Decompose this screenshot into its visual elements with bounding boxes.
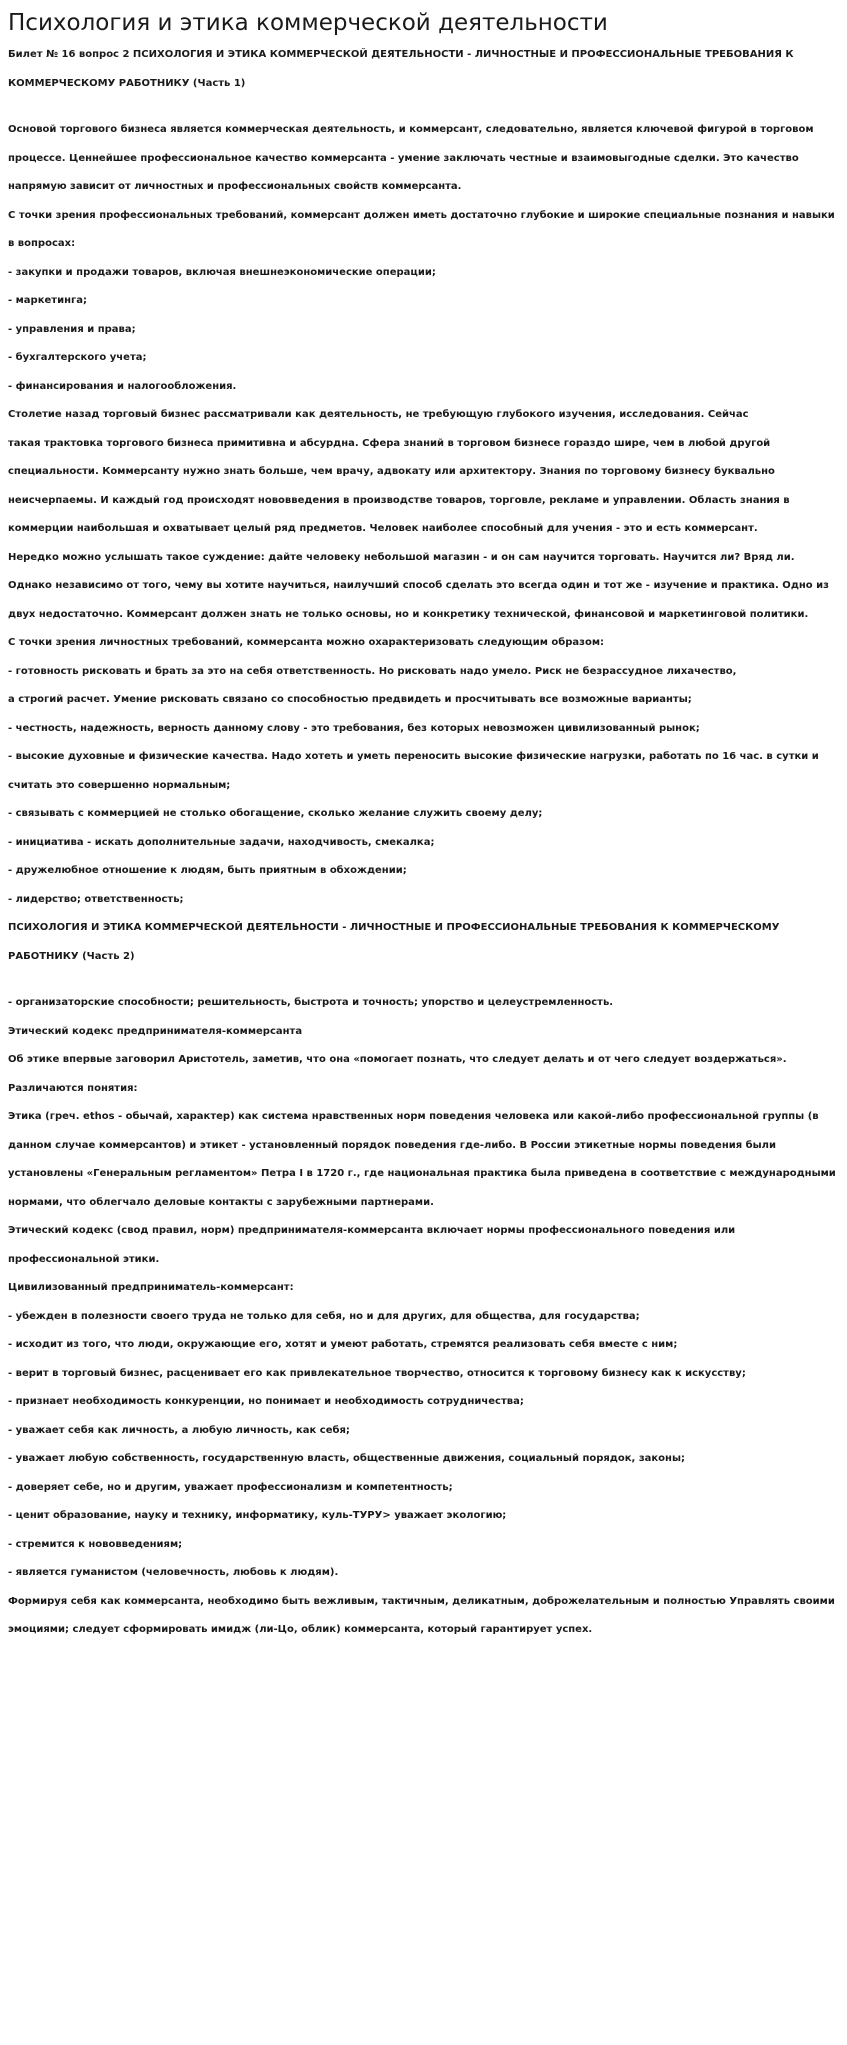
text-line: - убежден в полезности своего труда не только для себя, но и для других, для общества, для государства; <box>8 1310 640 1322</box>
text-line: коммерции наибольшая и охватывает целый ряд предметов. Человек наиболее способный для учения - это и есть коммерсант. <box>8 523 758 534</box>
paragraph <box>8 401 847 544</box>
text-line: - стремится к нововведениям; <box>8 1538 183 1550</box>
text-line: считать это совершенно нормальным; <box>8 779 231 791</box>
paragraph <box>8 373 847 402</box>
part2-section <box>8 989 847 1645</box>
text-line: РАБОТНИКУ (Часть 2) <box>8 950 135 962</box>
text-line: процессе. Ценнейшее профессиональное качество коммерсанта - умение заключать честные и взаимовыгодные сделки. Это качество <box>8 152 799 164</box>
page-title: Психология и этика коммерческой деятельности <box>8 10 608 36</box>
paragraph <box>8 1531 847 1560</box>
text-line: - честность, надежность, верность данному слову - это требования, без которых невозможен цивилизованный рынок; <box>8 722 700 734</box>
text-line: С точки зрения профессиональных требований, коммерсант должен иметь достаточно глубокие и широкие специальные познания и навыки <box>8 209 835 221</box>
paragraph <box>8 1417 847 1446</box>
text-line: Об этике впервые заговорил Аристотель, заметив, что она «помогает познать, что следует делать и от чего следует воздержаться». <box>8 1054 787 1065</box>
paragraph <box>8 1331 847 1360</box>
text-line: - инициатива - искать дополнительные задачи, находчивость, смекалка; <box>8 836 435 848</box>
paragraph <box>8 259 847 288</box>
text-line: - уважает любую собственность, государственную власть, общественные движения, социальный порядок, законы; <box>8 1453 685 1464</box>
paragraph <box>8 1588 847 1645</box>
part1-section <box>8 116 847 914</box>
text-line: - доверяет себе, но и другим, уважает профессионализм и компетентность; <box>8 1481 453 1493</box>
paragraph <box>8 1559 847 1588</box>
ticket-subtitle <box>8 41 847 98</box>
part2-heading <box>8 914 847 971</box>
text-line: Этический кодекс (свод правил, норм) предпринимателя-коммерсанта включает нормы профессионального поведения или <box>8 1225 736 1236</box>
text-line: - бухгалтерского учета; <box>8 352 147 363</box>
paragraph <box>8 1388 847 1417</box>
paragraph <box>8 743 847 800</box>
paragraph <box>8 1274 847 1303</box>
text-line: - связывать с коммерцией не столько обогащение, сколько желание служить своему делу; <box>8 808 543 819</box>
paragraph <box>8 1502 847 1531</box>
text-line: - управления и права; <box>8 323 136 335</box>
text-line: Формируя себя как коммерсанта, необходимо быть вежливым, тактичным, деликатным, доброжелательным и полностью Управлять своими <box>8 1595 835 1607</box>
paragraph <box>8 989 847 1018</box>
paragraph <box>8 715 847 744</box>
paragraph <box>8 829 847 858</box>
paragraph <box>8 116 847 202</box>
text-line: - уважает себя как личность, а любую личность, как себя; <box>8 1424 350 1436</box>
paragraph <box>8 800 847 829</box>
text-line: Цивилизованный предприниматель-коммерсант: <box>8 1282 294 1293</box>
paragraph <box>8 1474 847 1503</box>
paragraph <box>8 1018 847 1047</box>
text-line: Нередко можно услышать такое суждение: дайте человеку небольшой магазин - и он сам научится торговать. Научится ли? Вряд ли. <box>8 551 795 563</box>
text-line: данном случае коммерсантов) и этикет - установленный порядок поведения где-либо. В России этикетные нормы поведения были <box>8 1139 777 1151</box>
paragraph <box>8 1217 847 1274</box>
paragraph <box>8 202 847 259</box>
text-line: - маркетинга; <box>8 295 87 306</box>
text-line: - высокие духовные и физические качества. Надо хотеть и уметь переносить высокие физические нагрузки, работать по 16 час. в сутки и <box>8 751 819 762</box>
paragraph <box>8 287 847 316</box>
text-line: - ценит образование, науку и технику, информатику, куль-ТУРУ> уважает экологию; <box>8 1510 507 1521</box>
text-line: - организаторские способности; решительность, быстрота и точность; упорство и целеустремленность. <box>8 997 614 1008</box>
text-line: КОММЕРЧЕСКОМУ РАБОТНИКУ (Часть 1) <box>8 77 246 89</box>
text-line: - дружелюбное отношение к людям, быть приятным в обхождении; <box>8 865 407 876</box>
paragraph <box>8 658 847 715</box>
text-line: - признает необходимость конкуренции, но понимает и необходимость сотрудничества; <box>8 1396 524 1407</box>
text-line: профессиональной этики. <box>8 1253 160 1265</box>
document-page <box>0 8 847 1645</box>
text-line: Столетие назад торговый бизнес рассматривали как деятельность, не требующую глубокого изучения, исследования. Сейчас <box>8 409 749 420</box>
text-line: Различаются понятия: <box>8 1082 138 1094</box>
text-line: двух недостаточно. Коммерсант должен знать не только основы, но и конкретику технической, финансовой и маркетинговой политики. <box>8 608 809 620</box>
text-line: - закупки и продажи товаров, включая внешнеэкономические операции; <box>8 266 436 278</box>
paragraph <box>8 1360 847 1389</box>
text-line: - финансирования и налогообложения. <box>8 380 237 392</box>
paragraph <box>8 1103 847 1217</box>
text-line: Однако независимо от того, чему вы хотите научиться, наилучший способ сделать это всегда один и тот же - изучение и практика. Одно из <box>8 580 829 591</box>
text-line: Основой торгового бизнеса является коммерческая деятельность, и коммерсант, следовательно, является ключевой фигурой в торговом <box>8 124 814 135</box>
text-line: специальности. Коммерсанту нужно знать больше, чем врачу, адвокату или архитектору. Знания по торговому бизнесу буквально <box>8 466 775 477</box>
paragraph <box>8 1303 847 1332</box>
text-line: такая трактовка торгового бизнеса примитивна и абсурдна. Сфера знаний в торговом бизнесе гораздо шире, чем в любой другой <box>8 437 771 449</box>
spacer <box>8 98 847 116</box>
text-line: - является гуманистом (человечность, любовь к людям). <box>8 1567 339 1578</box>
text-line: - готовность рисковать и брать за это на себя ответственность. Но рисковать надо умело. Риск не безрассудное лихачество, <box>8 665 737 677</box>
paragraph <box>8 629 847 658</box>
text-line: установлены «Генеральным регламентом» Петра I в 1720 г., где национальная практика была приведена в соответствие с международными <box>8 1168 836 1179</box>
paragraph <box>8 886 847 915</box>
paragraph <box>8 1046 847 1103</box>
paragraph <box>8 1445 847 1474</box>
text-line: эмоциями; следует сформировать имидж (ли-Цо, облик) коммерсанта, который гарантирует успех. <box>8 1624 593 1635</box>
text-line: напрямую зависит от личностных и профессиональных свойств коммерсанта. <box>8 181 462 192</box>
text-line: нормами, что облегчало деловые контакты с зарубежными партнерами. <box>8 1196 434 1208</box>
paragraph <box>8 344 847 373</box>
text-line: С точки зрения личностных требований, коммерсанта можно охарактеризовать следующим образом: <box>8 637 605 648</box>
text-line: Этика (греч. ethos - обычай, характер) как система нравственных норм поведения человека или какой-либо профессиональной группы (в <box>8 1111 819 1122</box>
text-line: - верит в торговый бизнес, расценивает его как привлекательное творчество, относится к торговому бизнесу как к искусству; <box>8 1367 746 1379</box>
text-line: в вопросах: <box>8 238 76 249</box>
paragraph <box>8 544 847 630</box>
text-line: - лидерство; ответственность; <box>8 893 184 905</box>
text-line: неисчерпаемы. И каждый год происходят нововведения в производстве товаров, торговле, рекламе и управлении. Область знания в <box>8 494 790 506</box>
spacer <box>8 971 847 989</box>
text-line: Этический кодекс предпринимателя-коммерсанта <box>8 1025 303 1037</box>
text-line: а строгий расчет. Умение рисковать связано со способностью предвидеть и просчитывать все возможные варианты; <box>8 694 692 705</box>
text-line: ПСИХОЛОГИЯ И ЭТИКА КОММЕРЧЕСКОЙ ДЕЯТЕЛЬНОСТИ - ЛИЧНОСТНЫЕ И ПРОФЕССИОНАЛЬНЫЕ ТРЕБОВАНИЯ К КОММЕРЧЕСКОМУ <box>8 922 780 933</box>
paragraph <box>8 857 847 886</box>
paragraph <box>8 316 847 345</box>
text-line: Билет № 16 вопрос 2 ПСИХОЛОГИЯ И ЭТИКА КОММЕРЧЕСКОЙ ДЕЯТЕЛЬНОСТИ - ЛИЧНОСТНЫЕ И ПРОФЕССИОНАЛЬНЫЕ ТРЕБОВАНИЯ К <box>8 49 794 60</box>
text-line: - исходит из того, что люди, окружающие его, хотят и умеют работать, стремятся реализовать себя вместе с ним; <box>8 1339 678 1350</box>
